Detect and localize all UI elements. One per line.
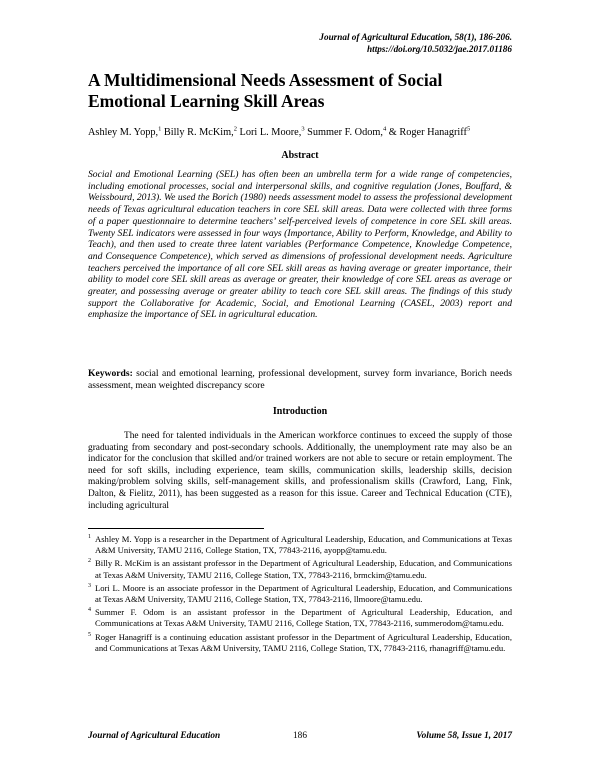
author-name: Billy R. McKim,	[161, 127, 234, 138]
introduction-heading: Introduction	[272, 406, 328, 417]
doi-link[interactable]: https://doi.org/10.5032/jae.2017.01186	[367, 44, 512, 54]
footnote-mark: 5	[88, 631, 91, 638]
author-footnote-mark[interactable]: 1	[158, 125, 162, 133]
author-footnote-mark[interactable]: 2	[233, 125, 237, 133]
footnote-2	[88, 558, 512, 580]
footnote-text: Billy R. McKim is an assistant professor in the Department of Agricultural Leadership, Education, and Communications at Texas A&M University, TAMU 2116, College Station, TX, 77843-2116, brmckim@tamu.edu.	[95, 558, 512, 580]
author-list	[88, 126, 518, 139]
author-name: Summer F. Odom,	[304, 127, 383, 138]
title-line-2: Emotional Learning Skill Areas	[88, 91, 325, 111]
footnote-1	[88, 534, 512, 556]
keywords-text: social and emotional learning, professional development, survey form invariance, Borich needs assessment, mean weighted discrepancy score	[88, 368, 512, 391]
paper-title	[88, 70, 518, 112]
keywords-label: Keywords:	[88, 368, 133, 379]
abstract-text: Social and Emotional Learning (SEL) has often been an umbrella term for a wide range of competencies, including emotional processes, social and interpersonal skills, and cognitive regulation (Jones, Bouffard, & Weissbourd, 2013). We used the Borich (1980) needs assessment model to assess the professional development needs of Texas agricultural education teachers in core SEL skill areas. Data were collected with three forms of a paper questionnaire to determine teachers’ self-perceived levels of competence in core SEL skill areas. Twenty SEL indicators were assessed in four ways (Importance, Ability to Perform, Knowledge, and Ability to Teach), and then used to create three latent variables (Performance Competence, Knowledge Competence, and Consequence Competence), which served as dimensions of professional development needs. Agriculture teachers perceived the importance of all core SEL skill areas as having average or greater importance, their ability to model core SEL skill areas as average or greater, their knowledge of core SEL areas as average or greater, and possessing average or greater ability to teach core SEL skill areas. The findings of this study support the Collaborative for Academic, Social, and Emotional Learning (CASEL, 2003) report and emphasize the importance of SEL in agricultural education.	[88, 169, 512, 321]
author-name: & Roger Hanagriff	[386, 127, 467, 138]
footnote-text: Lori L. Moore is an associate professor in the Department of Agricultural Leadership, Education, and Communications at Texas A&M University, TAMU 2116, College Station, TX, 77843-2116, llmoore@tamu.edu.	[95, 582, 512, 605]
footnote-mark: 2	[88, 558, 91, 565]
footer-page-number: 186	[293, 731, 307, 741]
title-line-1: A Multidimensional Needs Assessment of Social	[88, 70, 443, 90]
footer-journal-name: Journal of Agricultural Education	[88, 731, 221, 741]
footnote-mark: 1	[88, 534, 91, 540]
author-footnote-mark[interactable]: 5	[466, 125, 471, 133]
journal-citation-header	[319, 31, 512, 55]
author-footnote-mark[interactable]: 4	[382, 125, 387, 133]
footnote-text: Summer F. Odom is an assistant professor in the Department of Agricultural Leadership, Education, and Communications at Texas A&M University, TAMU 2116, College Station, TX, 77843-2116, summerodom@tamu.edu.	[95, 607, 512, 629]
page-footer	[88, 731, 512, 743]
author-name: Lori L. Moore,	[236, 127, 302, 138]
footnote-5	[88, 632, 512, 654]
author-name: Ashley M. Yopp,	[88, 127, 159, 138]
footer-volume-issue: Volume 58, Issue 1, 2017	[416, 731, 512, 741]
footnote-4	[88, 607, 512, 629]
footnote-text: Roger Hanagriff is a continuing education assistant professor in the Department of Agricultural Leadership, Education, and Communications at Texas A&M University, TAMU 2116, College Station, TX, 77843-2116, rhanagriff@tamu.edu.	[95, 631, 512, 653]
footnote-text: Ashley M. Yopp is a researcher in the Department of Agricultural Leadership, Education, and Communications at Texas A&M University, TAMU 2116, College Station, TX, 77843-2116, ayopp@tamu.edu.	[95, 534, 512, 556]
keywords-paragraph	[88, 368, 512, 391]
footnote-divider	[88, 528, 264, 529]
abstract-heading: Abstract	[281, 150, 319, 161]
journal-citation: Journal of Agricultural Education, 58(1), 186-206.	[319, 32, 512, 42]
footnote-mark: 4	[88, 607, 91, 614]
author-footnote-mark[interactable]: 3	[301, 125, 305, 133]
introduction-text: The need for talented individuals in the American workforce continues to exceed the supply of those graduating from secondary and post-secondary schools. Additionally, the unemployment rate may also be an indicator for the conclusion that skilled and/or trained workers are not able to secure or retain employment. The need for soft skills, including experience, team skills, communication skills, leadership skills, decision making/problem solving skills, self-management skills, and professionalism skills (Crawford, Lang, Fink, Dalton, & Fielitz, 2011), has been suggested as a reason for this issue. Career and Technical Education (CTE), including agricultural	[88, 431, 512, 511]
footnote-3	[88, 583, 512, 605]
footnote-mark: 3	[88, 582, 91, 589]
footnotes	[88, 534, 512, 656]
